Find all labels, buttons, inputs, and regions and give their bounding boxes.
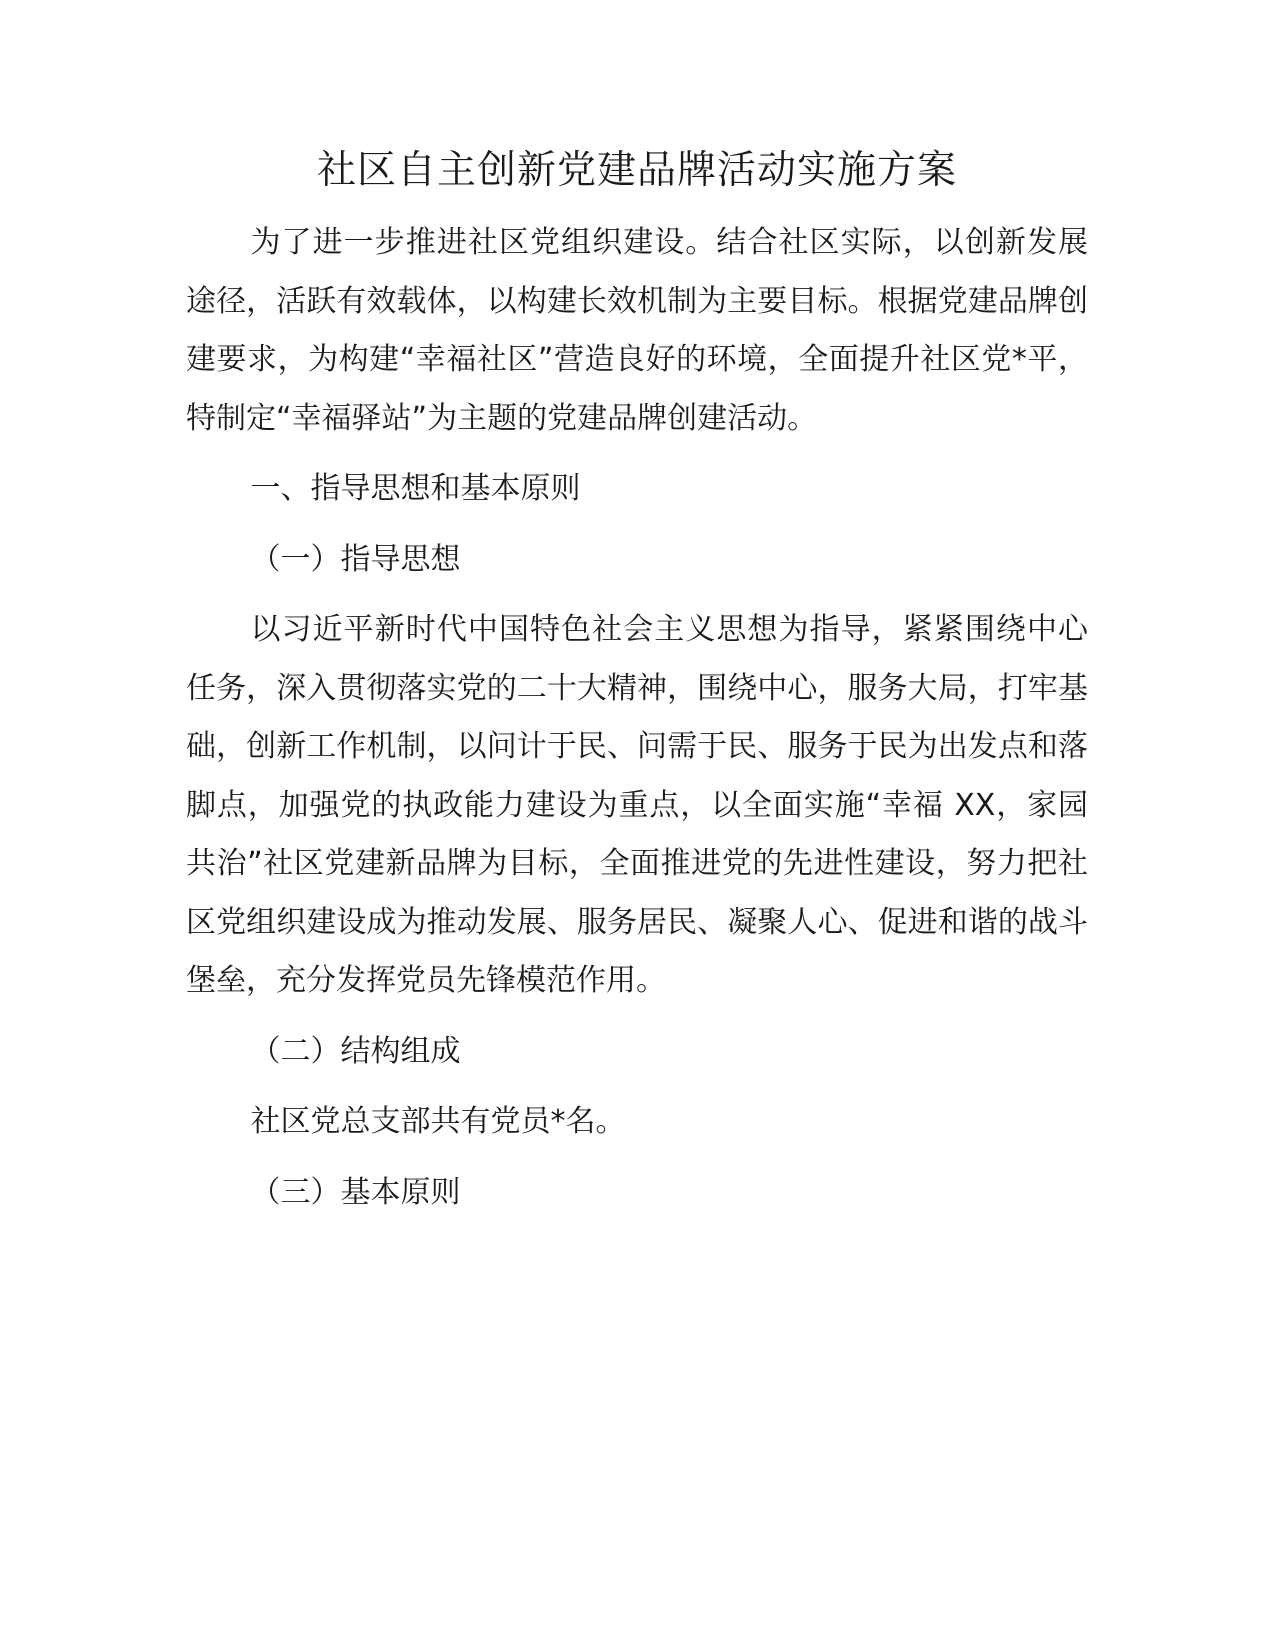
intro-paragraph: 为了进一步推进社区党组织建设。结合社区实际，以创新发展途径，活跃有效载体，以构建长效机制为主要目标。根据党建品牌创建要求，为构建“幸福社区”营造良好的环境，全面提升社区党*平，特制定“幸福驿站”为主题的党建品牌创建活动。 [186, 225, 1088, 436]
structure-paragraph: 社区党总支部共有党员*名。 [250, 1104, 626, 1139]
subsection-heading-guiding-thought: （一）指导思想 [250, 541, 461, 577]
subsection-heading-basic-principles: （三）基本原则 [250, 1174, 461, 1210]
section-heading-guiding-principles: 一、指导思想和基本原则 [250, 471, 581, 506]
subsection-heading-structure: （二）结构组成 [250, 1033, 461, 1069]
guiding-thought-paragraph: 以习近平新时代中国特色社会主义思想为指导，紧紧围绕中心任务，深入贯彻落实党的二十大精神，围绕中心，服务大局，打牢基础，创新工作机制，以问计于民、问需于民、服务于民为出发点和落脚点，加强党的执政能力建设为重点，以全面实施“幸福 XX，家园共治”社区党建新品牌为目标，全面推进党的先进性建设，努力把社区党组织建设成为推动发展、服务居民、凝聚人心、促进和谐的战斗堡垒，充分发挥党员先锋模范作用。 [186, 612, 1088, 998]
document-title: 社区自主创新党建品牌活动实施方案 [316, 148, 957, 193]
document-page [186, 140, 1088, 1222]
